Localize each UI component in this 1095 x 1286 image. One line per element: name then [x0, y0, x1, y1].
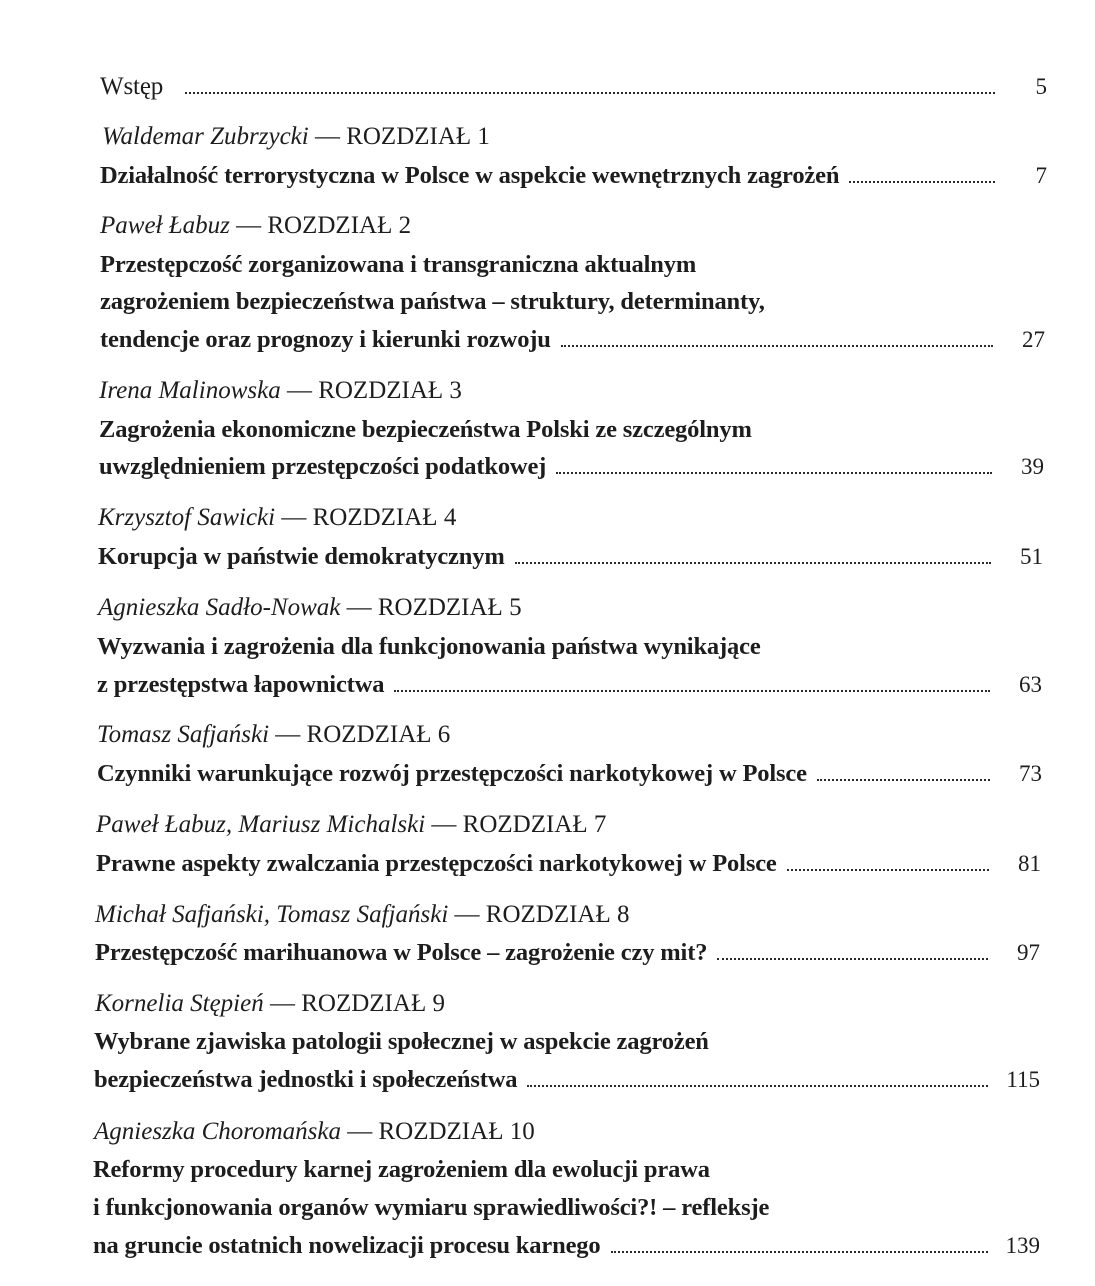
page-number: 115: [1006, 1067, 1040, 1092]
dot-leader: [394, 690, 990, 692]
chapter-heading: [99, 378, 462, 403]
toc-entry-chapter-3[interactable]: [99, 455, 1044, 480]
page-number: 5: [1035, 74, 1047, 99]
chapter-heading: [98, 595, 522, 620]
chapter-heading: [94, 1119, 535, 1144]
page-number: 27: [1022, 327, 1045, 352]
chapter-title-line: bezpieczeństwa jednostki i społeczeństwa: [94, 1066, 518, 1093]
chapter-title-line: Zagrożenia ekonomiczne bezpieczeństwa Polski ze szczególnym: [99, 416, 752, 443]
dot-leader: [849, 181, 995, 183]
chapter-label: — ROZDZIAŁ 8: [454, 901, 630, 928]
chapter-label: — ROZDZIAŁ 7: [431, 811, 607, 838]
chapter-label: — ROZDZIAŁ 4: [281, 504, 457, 531]
dot-leader: [527, 1085, 988, 1087]
dot-leader: [717, 958, 988, 960]
chapter-title-line: na gruncie ostatnich nowelizacji procesu karnego: [93, 1232, 601, 1259]
toc-entry-chapter-6[interactable]: [97, 762, 1042, 787]
chapter-heading: [96, 812, 606, 837]
chapter-title-line: i funkcjonowania organów wymiaru sprawiedliwości?! – refleksje: [93, 1194, 770, 1221]
chapter-label: — ROZDZIAŁ 2: [236, 212, 412, 239]
chapter-label: — ROZDZIAŁ 5: [346, 594, 522, 621]
page-number: 97: [1017, 940, 1040, 965]
chapter-title-line: uwzględnieniem przestępczości podatkowej: [99, 453, 547, 480]
chapter-heading: [98, 505, 456, 530]
chapter-title-line: Wyzwania i zagrożenia dla funkcjonowania państwa wynikające: [97, 633, 761, 660]
toc-entry-chapter-9[interactable]: [94, 1068, 1040, 1093]
toc-entry-chapter-7[interactable]: [96, 852, 1041, 877]
dot-leader: [611, 1251, 988, 1253]
dot-leader: [561, 345, 993, 347]
chapter-title-line: Działalność terrorystyczna w Polsce w aspekcie wewnętrznych zagrożeń: [100, 162, 840, 189]
chapter-authors: Tomasz Safjański: [97, 721, 270, 748]
chapter-title-line: zagrożeniem bezpieczeństwa państwa – struktury, determinanty,: [100, 288, 765, 315]
toc-entry-chapter-1[interactable]: [100, 164, 1047, 189]
chapter-authors: Waldemar Zubrzycki: [102, 123, 309, 150]
chapter-title-line: Przestępczość zorganizowana i transgraniczna aktualnym: [100, 251, 697, 278]
page-number: 63: [1019, 672, 1042, 697]
chapter-title-line: z przestępstwa łapownictwa: [97, 671, 385, 698]
chapter-label: — ROZDZIAŁ 3: [286, 377, 462, 404]
chapter-authors: Paweł Łabuz: [100, 212, 230, 239]
page-number: 81: [1018, 851, 1041, 876]
toc-entry-chapter-4[interactable]: [98, 545, 1043, 570]
chapter-title-line: tendencje oraz prognozy i kierunki rozwoju: [100, 326, 551, 353]
toc-entry-chapter-5[interactable]: [97, 673, 1042, 698]
page-number: 39: [1021, 454, 1044, 479]
page-number: 73: [1019, 761, 1042, 786]
dot-leader: [515, 562, 991, 564]
chapter-authors: Agnieszka Sadło-Nowak: [98, 594, 341, 621]
intro-title: Wstęp: [100, 73, 164, 100]
dot-leader: [185, 92, 995, 94]
toc-entry-chapter-2[interactable]: [100, 328, 1045, 353]
dot-leader: [556, 472, 992, 474]
chapter-authors: Kornelia Stępień: [95, 990, 264, 1017]
chapter-authors: Irena Malinowska: [99, 377, 281, 404]
page-number: 139: [1005, 1233, 1040, 1258]
chapter-label: — ROZDZIAŁ 10: [347, 1118, 535, 1145]
chapter-title-line: Czynniki warunkujące rozwój przestępczości narkotykowej w Polsce: [97, 760, 807, 787]
chapter-title-line: Przestępczość marihuanowa w Polsce – zagrożenie czy mit?: [95, 939, 708, 966]
chapter-heading: [102, 124, 490, 149]
chapter-authors: Krzysztof Sawicki: [98, 504, 276, 531]
page-number: 51: [1020, 544, 1043, 569]
chapter-label: — ROZDZIAŁ 1: [314, 123, 490, 150]
chapter-title-line: Reformy procedury karnej zagrożeniem dla ewolucji prawa: [93, 1156, 710, 1183]
toc-entry-chapter-10[interactable]: [93, 1234, 1040, 1259]
chapter-authors: Michał Safjański, Tomasz Safjański: [95, 901, 449, 928]
dot-leader: [787, 869, 989, 871]
chapter-authors: Paweł Łabuz, Mariusz Michalski: [96, 811, 426, 838]
chapter-authors: Agnieszka Choromańska: [94, 1118, 341, 1145]
chapter-heading: [100, 213, 411, 238]
chapter-label: — ROZDZIAŁ 9: [269, 990, 445, 1017]
toc-entry-chapter-8[interactable]: [95, 941, 1040, 966]
chapter-heading: [97, 722, 450, 747]
chapter-title-line: Prawne aspekty zwalczania przestępczości narkotykowej w Polsce: [96, 850, 777, 877]
chapter-heading: [95, 991, 445, 1016]
dot-leader: [817, 779, 990, 781]
chapter-title-line: Wybrane zjawiska patologii społecznej w aspekcie zagrożeń: [94, 1028, 709, 1055]
toc-entry-intro[interactable]: [100, 74, 1047, 99]
page-number: 7: [1035, 163, 1047, 188]
chapter-heading: [95, 902, 630, 927]
chapter-title-line: Korupcja w państwie demokratycznym: [98, 543, 505, 570]
chapter-label: — ROZDZIAŁ 6: [275, 721, 451, 748]
